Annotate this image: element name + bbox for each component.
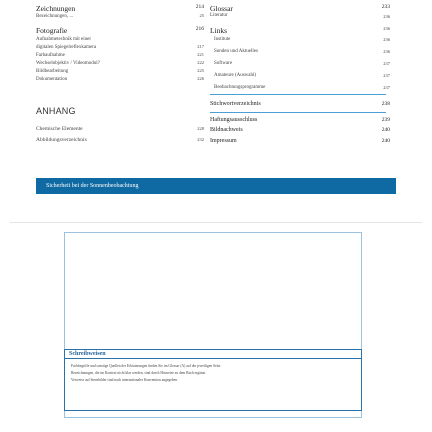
page-number: 237 [383, 85, 390, 90]
entry-label: Dokumentation [36, 77, 68, 82]
entry-label: Institute [214, 37, 231, 42]
page-number: 236 [383, 37, 390, 42]
page-number: 239 [381, 117, 390, 123]
divider [210, 112, 386, 113]
page-number: 214 [195, 4, 204, 10]
entry-label: Sonden und Aktuelles [214, 49, 258, 54]
entry-label: Beobachtungsprogramme [214, 85, 266, 90]
page-number: 216 [195, 26, 204, 32]
entry-impressum: Impressum [210, 138, 237, 144]
entry-label: Wechselobjektiv / Videomodul? [36, 61, 100, 66]
section-title-anhang: ANHANG [36, 106, 76, 116]
section-banner: Sicherheit bei der Sonnenbeobachtung [36, 178, 396, 194]
info-box-title: Schreibweisen [65, 350, 361, 359]
section-title-fotografie: Fotografie [36, 26, 68, 35]
page-number: 237 [383, 61, 390, 66]
entry-bildnachweis: Bildnachweis [210, 127, 243, 133]
entry-haftungsausschluss: Haftungsausschluss [210, 117, 258, 123]
page-number: 217 [197, 44, 204, 49]
page-number: 240 [381, 127, 390, 133]
page-number: 232 [197, 137, 204, 142]
page-number: 25 [199, 13, 204, 18]
page-number: 221 [197, 52, 204, 57]
section-title-zeichnungen: Zeichnungen [36, 4, 76, 13]
entry-stichwortverzeichnis: Stichwortverzeichnis [210, 101, 261, 107]
page-number: 225 [197, 68, 204, 73]
entry-chemische-elemente: Chemische Elemente [36, 126, 83, 132]
entry-label: Software [214, 61, 233, 66]
page-number: 222 [197, 60, 204, 65]
page-number: 236 [383, 49, 390, 54]
info-box-line: Fachbegriffe und sonstige Quellen der Erläuterungen finden Sie im Glossar (A) auf der jeweiligen Seite. [71, 364, 222, 368]
info-box-line: Bezeichnungen, die im Kontext nicht klar werden, sind durch Hinweise zu dem Buch ergänzt. [71, 371, 207, 375]
entry-label: Amateure (Auswahl) [214, 73, 257, 78]
page-number: 236 [383, 26, 390, 31]
page-number: 238 [381, 101, 390, 107]
info-box [64, 349, 362, 411]
entry-label: digitalen Spiegelreflexkamera [36, 45, 97, 50]
entry-label: Farbaufnahme [36, 53, 65, 58]
page-number: 226 [197, 76, 204, 81]
entry-label: Literatur [210, 13, 228, 18]
page-number: 240 [381, 138, 390, 144]
page-number: 236 [383, 14, 390, 19]
entry-abbildungsverzeichnis: Abbildungsverzeichnis [36, 137, 87, 143]
section-title-glossar: Glossar [210, 4, 233, 13]
entry-label: Bildbearbeitung [36, 69, 69, 74]
info-box-line: Verweise auf Sternbilder sind nach internationaler Konvention angegeben. [71, 378, 178, 382]
entry-label: Aufnahmetechnik mit einer [36, 37, 91, 42]
divider [10, 222, 422, 223]
entry-label: Bezeichnungen, ... [36, 14, 74, 19]
page-number: 233 [381, 4, 390, 10]
section-title-links: Links [210, 26, 228, 35]
page-number: 228 [197, 126, 204, 131]
page-number: 237 [383, 73, 390, 78]
divider [210, 94, 386, 95]
